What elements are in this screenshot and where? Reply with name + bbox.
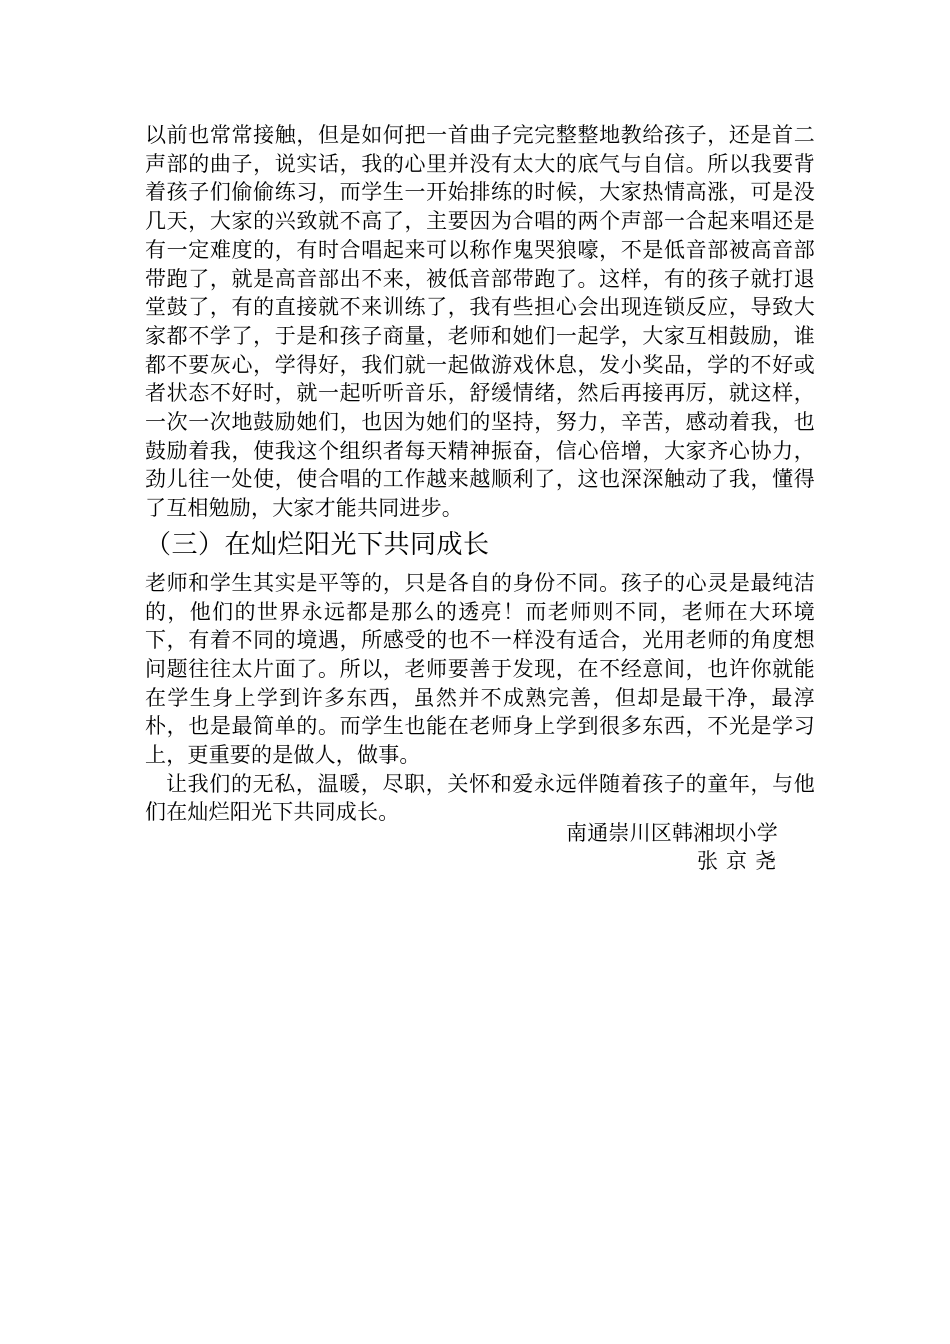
document-body <box>145 121 815 827</box>
signature-author: 张京尧 <box>697 849 784 873</box>
paragraph-3: 让我们的无私，温暖，尽职，关怀和爱永远伴随着孩子的童年，与他们在灿烂阳光下共同成长。 <box>145 771 815 825</box>
signature-block <box>566 819 784 875</box>
section-heading: （三）在灿烂阳光下共同成长 <box>145 529 490 560</box>
paragraph-1: 以前也常常接触，但是如何把一首曲子完完整整地教给孩子，还是首二声部的曲子，说实话，我的心里并没有太大的底气与自信。所以我要背着孩子们偷偷练习，而学生一开始排练的时候，大家热情高涨，可是没几天，大家的兴致就不高了，主要因为合唱的两个声部一合起来唱还是有一定难度的，有时合唱起来可以称作鬼哭狼嚎，不是低音部被高音部带跑了，就是高音部出不来，被低音部带跑了。这样，有的孩子就打退堂鼓了，有的直接就不来训练了，我有些担心会出现连锁反应，导致大家都不学了，于是和孩子商量，老师和她们一起学，大家互相鼓励，谁都不要灰心，学得好，我们就一起做游戏休息，发小奖品，学的不好或者状态不好时，就一起听听音乐，舒缓情绪，然后再接再厉，就这样，一次一次地鼓励她们，也因为她们的坚持，努力，辛苦，感动着我，也鼓励着我，使我这个组织者每天精神振奋，信心倍增，大家齐心协力，劲儿往一处使，使合唱的工作越来越顺利了，这也深深触动了我，懂得了互相勉励，大家才能共同进步。 <box>145 123 815 521</box>
paragraph-2: 老师和学生其实是平等的，只是各自的身份不同。孩子的心灵是最纯洁的，他们的世界永远都是那么的透亮！而老师则不同，老师在大环境下，有着不同的境遇，所感受的也不一样没有适合，光用老师的角度想问题往往太片面了。所以，老师要善于发现，在不经意间，也许你就能在学生身上学到许多东西，虽然并不成熟完善，但却是最干净，最淳朴，也是最简单的。而学生也能在老师身上学到很多东西，不光是学习上，更重要的是做人，做事。 <box>145 570 815 768</box>
signature-school: 南通崇川区韩湘坝小学 <box>566 821 778 845</box>
